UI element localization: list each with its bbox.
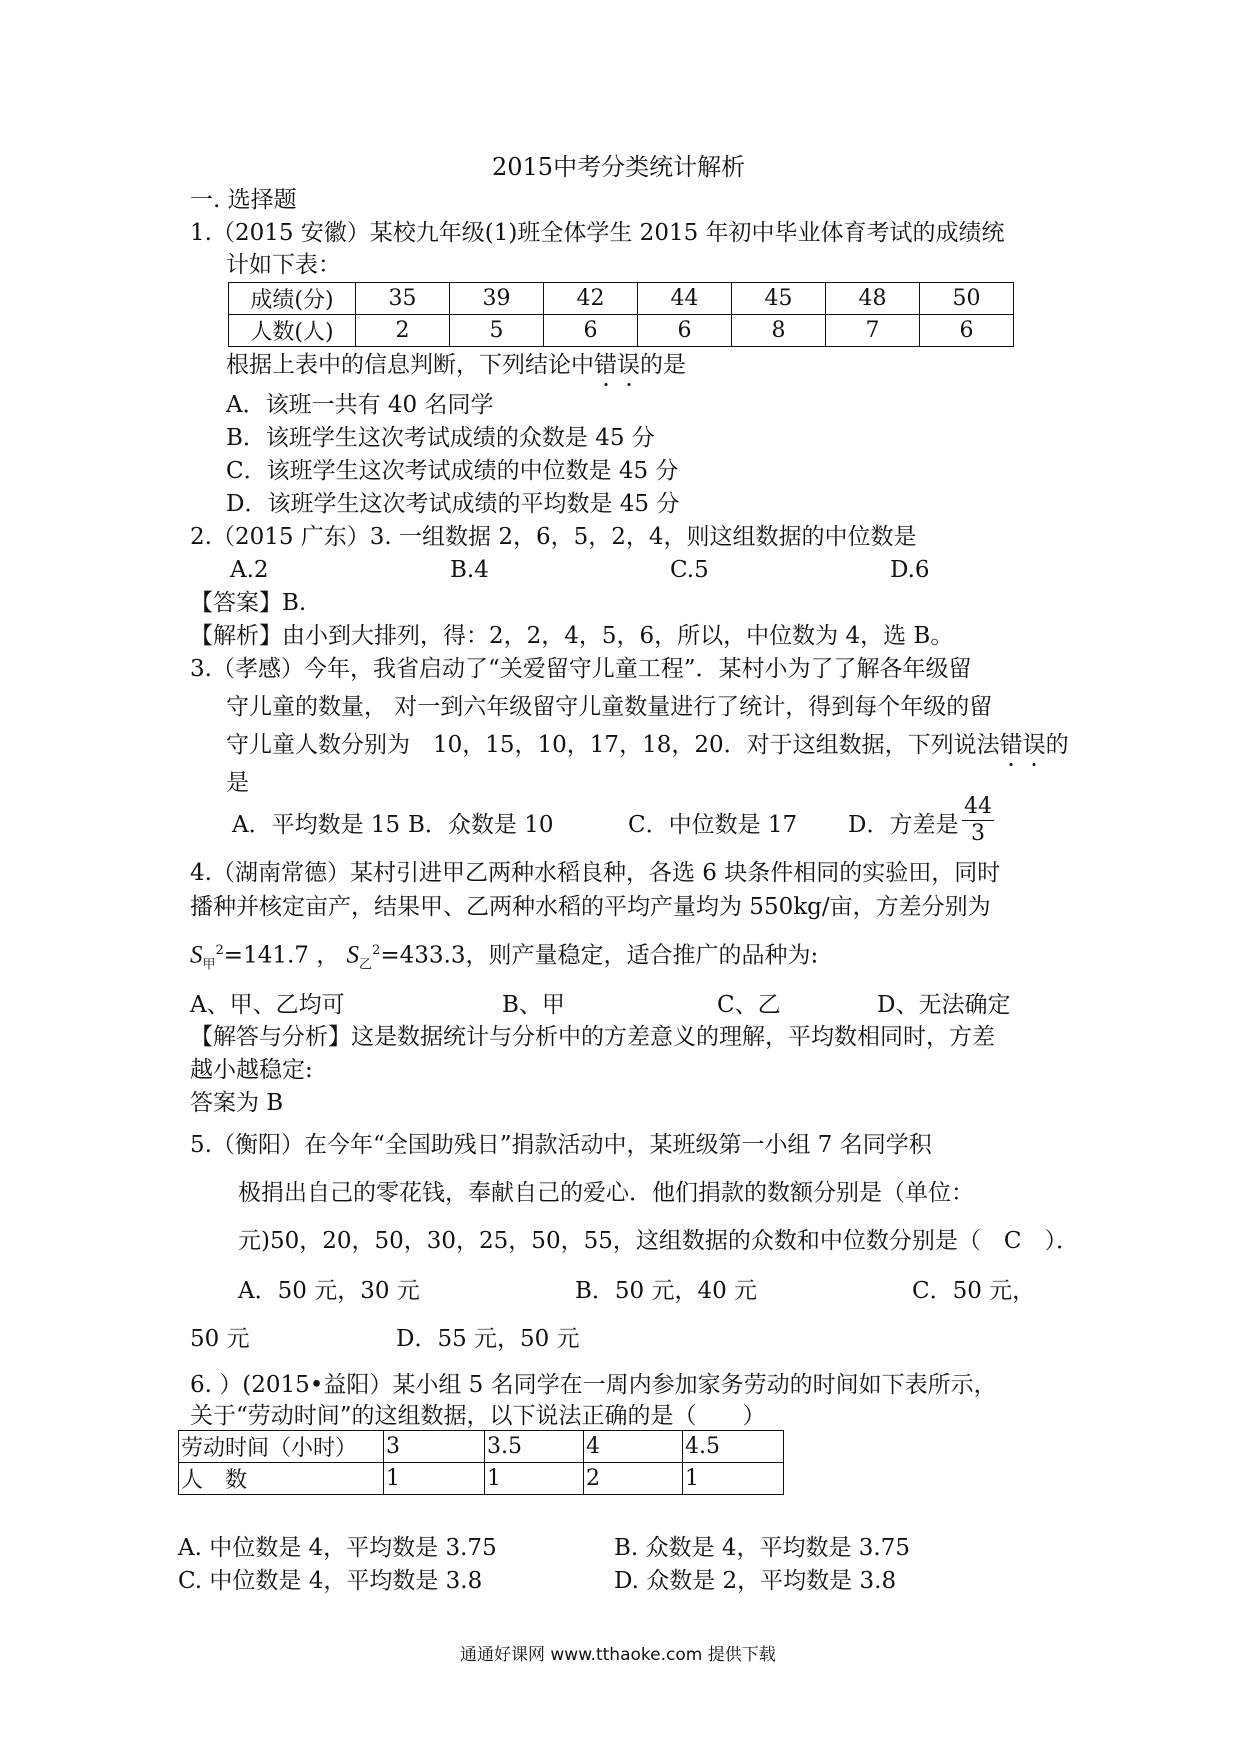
table-cell: 人 数 (179, 1463, 384, 1495)
table-cell: 44 (638, 283, 732, 315)
q1-stem-line2: 计如下表： (226, 252, 341, 278)
q4-option-a: A、甲、乙均可 (190, 992, 345, 1018)
table-cell: 7 (826, 315, 920, 347)
q3-line1: 3.（孝感）今年，我省启动了“关爱留守儿童工程”．某村小为了了解各年级留 (190, 656, 972, 682)
table-cell: 3 (384, 1431, 485, 1463)
q6-option-d: D. 众数是 2，平均数是 3.8 (614, 1568, 897, 1594)
q1-option-c: C．该班学生这次考试成绩的中位数是 45 分 (226, 458, 679, 484)
page-footer: 通通好课网 www.tthaoke.com 提供下载 (460, 1645, 776, 1665)
q5-option-a: A．50 元，30 元 (238, 1278, 420, 1304)
table-cell: 人数(人) (229, 315, 356, 347)
table-cell: 8 (732, 315, 826, 347)
q2-option-c: C.5 (670, 557, 709, 583)
q3-line3-text: 守儿童人数分别为 10，15，10，17，18，20．对于这组数据，下列说法 (226, 732, 1000, 758)
emphasis-char: 误 (1022, 732, 1046, 758)
q2-option-b: B.4 (450, 557, 489, 583)
table-row (179, 1463, 784, 1495)
q2-analysis: 【解析】由小到大排列，得：2，2，4，5，6，所以，中位数为 4，选 B。 (190, 623, 954, 649)
q3-line4: 是 (226, 770, 249, 796)
table-cell: 4.5 (683, 1431, 784, 1463)
q6-line2: 关于“劳动时间”的这组数据，以下说法正确的是（ ） (190, 1403, 766, 1429)
table-cell: 39 (450, 283, 544, 315)
emphasis-char: 误 (617, 352, 640, 378)
q4-option-b: B、甲 (502, 992, 565, 1018)
q3-option-d: D．方差是 (848, 812, 959, 838)
q5-line2: 极捐出自己的零花钱，奉献自己的爱心．他们捐款的数额分别是（单位： (238, 1180, 974, 1206)
q6-option-b: B. 众数是 4，平均数是 3.75 (614, 1535, 910, 1561)
q3-variance-fraction (962, 794, 994, 847)
q4-line2: 播种并核定亩产，结果甲、乙两种水稻的平均产量均为 550kg/亩，方差分别为 (190, 894, 991, 920)
table-cell: 48 (826, 283, 920, 315)
fraction-denominator: 3 (971, 821, 985, 846)
q4-option-c: C、乙 (717, 992, 781, 1018)
subscript: 甲 (202, 957, 216, 973)
q6-option-c: C. 中位数是 4，平均数是 3.8 (178, 1568, 483, 1594)
q1-option-a: A．该班一共有 40 名同学 (226, 392, 494, 418)
table-cell: 3.5 (485, 1431, 584, 1463)
emphasis-char: 错 (594, 352, 617, 378)
q1-score-table (228, 282, 1014, 347)
q3-line2: 守儿童的数量， 对一到六年级留守儿童数量进行了统计，得到每个年级的留 (226, 694, 993, 720)
q1-prompt-tail: 的是 (640, 352, 686, 378)
q5-option-c-cont: 50 元 (190, 1326, 250, 1352)
q5-option-b: B．50 元，40 元 (575, 1278, 758, 1304)
q3-option-b: B．众数是 10 (408, 812, 554, 838)
table-cell: 6 (638, 315, 732, 347)
q5-option-c: C．50 元， (912, 1278, 1036, 1304)
variance-symbol: S (190, 941, 203, 969)
q2-option-d: D.6 (890, 557, 930, 583)
variance-value: =433.3 (380, 942, 466, 969)
q2-option-a: A.2 (230, 557, 269, 583)
table-cell: 42 (544, 283, 638, 315)
table-cell: 1 (683, 1463, 784, 1495)
table-row (229, 315, 1014, 347)
table-cell: 1 (485, 1463, 584, 1495)
table-cell: 1 (384, 1463, 485, 1495)
q4-line3-tail: ，则产量稳定，适合推广的品种为: (465, 942, 819, 969)
q1-prompt-text: 根据上表中的信息判断，下列结论中 (226, 352, 594, 378)
q4-answer: 答案为 B (190, 1090, 284, 1116)
table-cell: 成绩(分) (229, 283, 356, 315)
q4-analysis-line2: 越小越稳定: (190, 1057, 313, 1083)
table-cell: 6 (920, 315, 1014, 347)
variance-symbol: S (346, 941, 360, 969)
q1-prompt (226, 350, 686, 380)
table-cell: 35 (356, 283, 450, 315)
q1-option-b: B．该班学生这次考试成绩的众数是 45 分 (226, 425, 655, 451)
q4-analysis-line1: 【解答与分析】这是数据统计与分析中的方差意义的理解，平均数相同时，方差 (190, 1024, 995, 1050)
fraction-numerator: 44 (964, 794, 992, 819)
table-cell: 6 (544, 315, 638, 347)
table-cell: 4 (584, 1431, 683, 1463)
subscript: 乙 (359, 957, 373, 973)
table-cell: 2 (356, 315, 450, 347)
q5-line3: 元)50，20，50，30，25，50，55，这组数据的众数和中位数分别是（ C ）． (238, 1228, 1079, 1254)
table-cell: 50 (920, 283, 1014, 315)
q4-option-d: D、无法确定 (877, 992, 1011, 1018)
q5-option-d: D．55 元，50 元 (396, 1326, 580, 1352)
q5-line1: 5.（衡阳）在今年“全国助残日”捐款活动中，某班级第一小组 7 名同学积 (190, 1132, 932, 1158)
q2-stem: 2.（2015 广东）3. 一组数据 2，6，5，2，4，则这组数据的中位数是 (190, 524, 917, 550)
emphasis-char: 错 (999, 732, 1023, 758)
table-cell: 45 (732, 283, 826, 315)
section-heading: 一. 选择题 (190, 187, 297, 213)
q6-labor-table (178, 1430, 784, 1495)
superscript: 2 (372, 943, 381, 958)
q6-line1: 6. ）(2015•益阳）某小组 5 名同学在一周内参加家务劳动的时间如下表所示， (190, 1372, 997, 1398)
table-row (229, 283, 1014, 315)
q3-option-c: C．中位数是 17 (628, 812, 798, 838)
q1-stem-line1: 1.（2015 安徽）某校九年级(1)班全体学生 2015 年初中毕业体育考试的成绩统 (190, 220, 1005, 246)
q6-option-a: A. 中位数是 4，平均数是 3.75 (178, 1535, 497, 1561)
superscript: 2 (215, 943, 224, 958)
q2-answer: 【答案】B. (190, 590, 307, 616)
q3-line3 (226, 730, 1069, 760)
q4-line1: 4.（湖南常德）某村引进甲乙两种水稻良种，各选 6 块条件相同的实验田，同时 (190, 860, 1001, 886)
table-row (179, 1431, 784, 1463)
q3-option-a: A．平均数是 15 (232, 812, 401, 838)
table-cell: 劳动时间（小时） (179, 1431, 384, 1463)
q1-option-d: D．该班学生这次考试成绩的平均数是 45 分 (226, 491, 680, 517)
table-cell: 5 (450, 315, 544, 347)
page-title: 2015中考分类统计解析 (492, 153, 746, 181)
table-cell: 2 (584, 1463, 683, 1495)
q3-line3-tail: 的 (1045, 732, 1069, 758)
q4-variance-line: $S_甲^2=141.7$ ， $S_乙^2=433.3$，则产量稳定，适合推广的品种为: (190, 941, 819, 973)
variance-value: =141.7 (223, 942, 309, 969)
